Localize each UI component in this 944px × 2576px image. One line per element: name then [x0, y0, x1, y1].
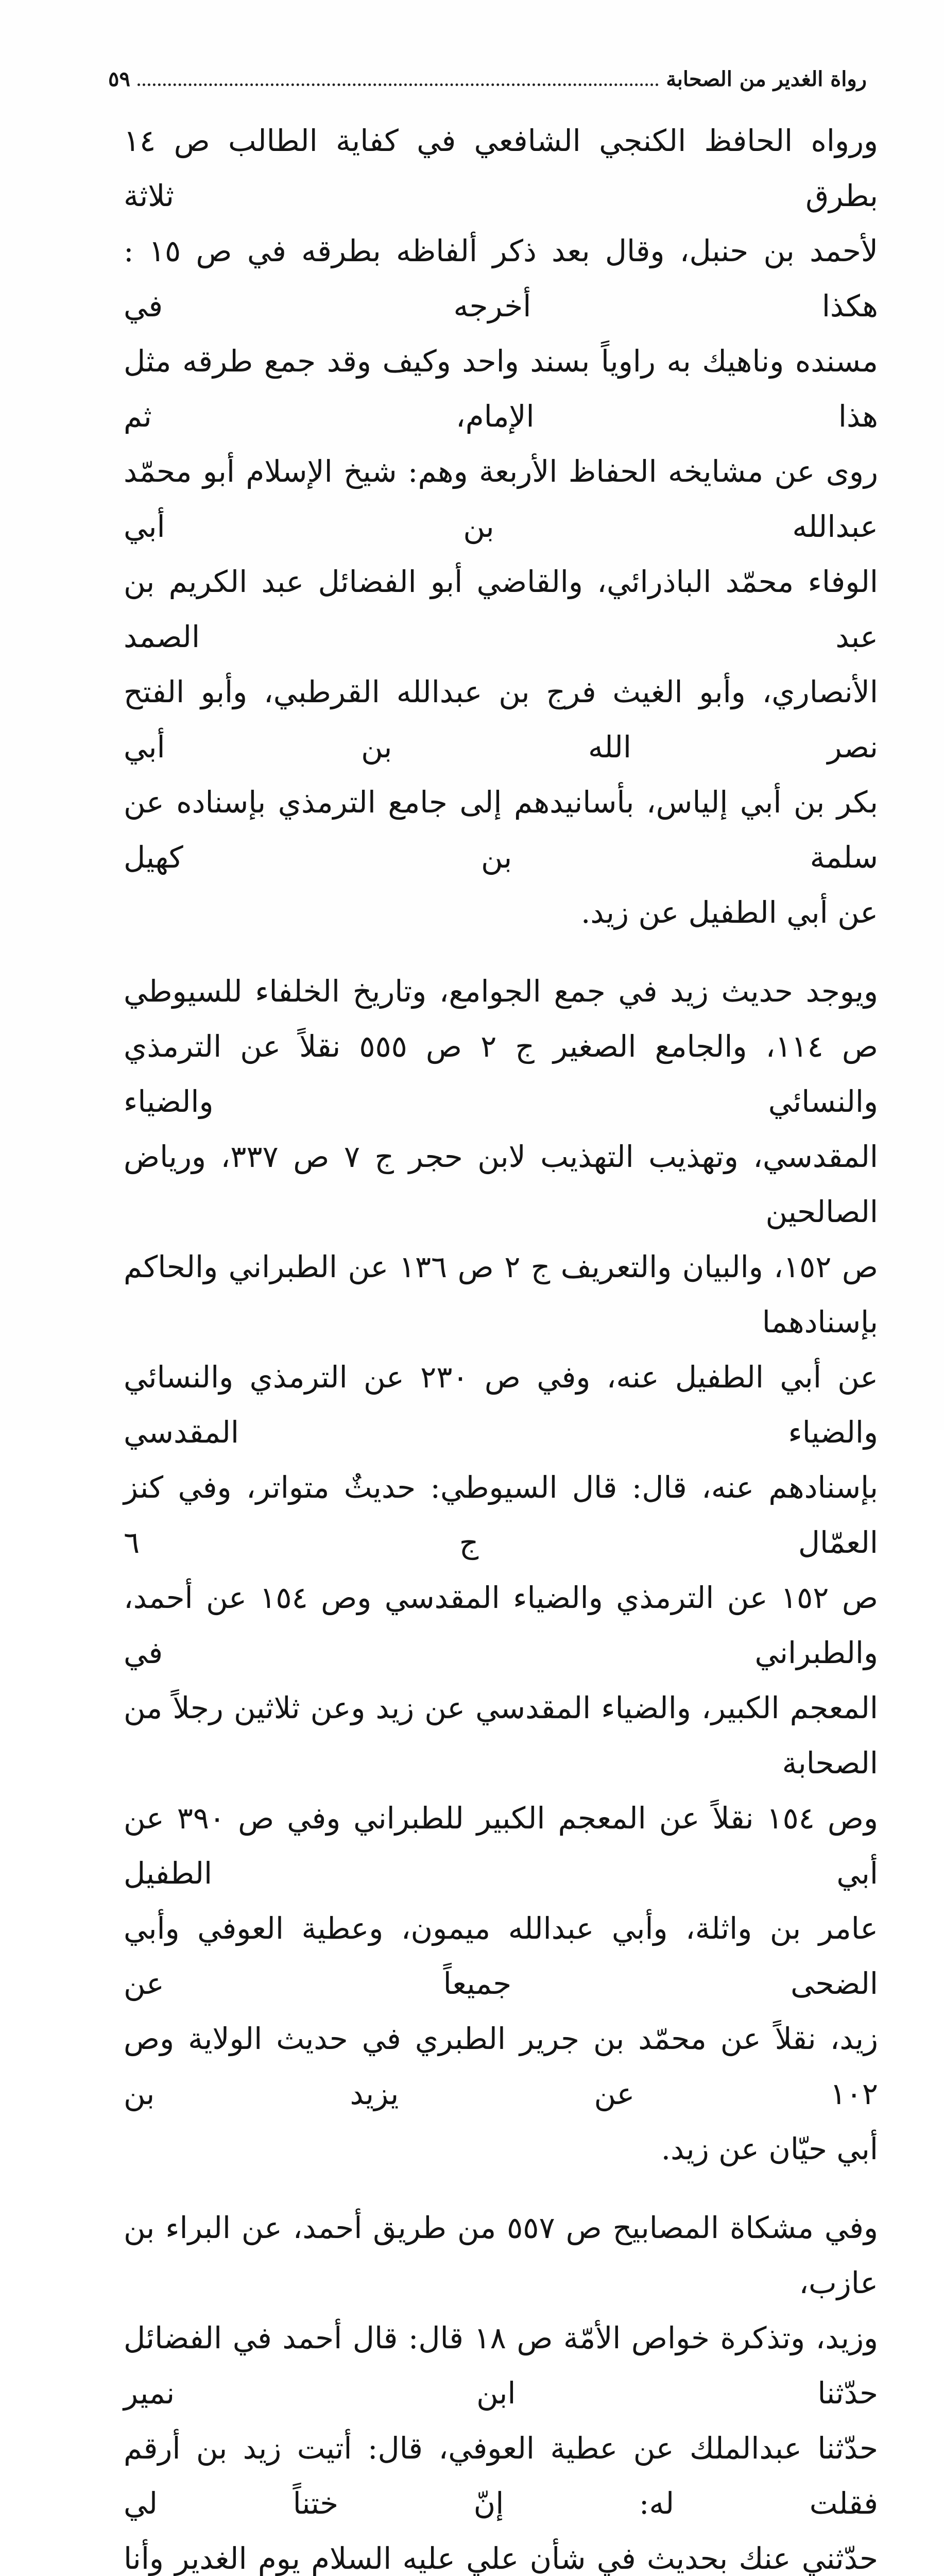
text-line: وص ١٥٤ نقلاً عن المعجم الكبير للطبراني وفي ص ٣٩٠ عن أبي الطفيل — [124, 1801, 878, 1891]
text-line: عن أبي الطفيل عنه، وفي ص ٢٣٠ عن الترمذي والنسائي والضياء المقدسي — [124, 1360, 878, 1450]
running-header — [108, 61, 867, 97]
text-line: عامر بن واثلة، وأبي عبدالله ميمون، وعطية العوفي وأبي الضحى جميعاً عن — [124, 1911, 878, 2001]
text-line: عن أبي الطفيل عن زيد. — [580, 895, 878, 930]
text-line: ص ١٥٢ عن الترمذي والضياء المقدسي وص ١٥٤ عن أحمد، والطبراني في — [124, 1580, 879, 1670]
text-line: وفي مشكاة المصابيح ص ٥٥٧ من طريق أحمد، عن البراء بن عازب، — [124, 2210, 878, 2300]
text-line: مسنده وناهيك به راوياً بسند واحد وكيف وقد جمع طرقه مثل هذا الإمام، ثم — [124, 344, 878, 434]
leader-dots — [138, 83, 659, 86]
text-line: الأنصاري، وأبو الغيث فرج بن عبدالله القرطبي، وأبو الفتح نصر الله بن أبي — [124, 674, 878, 765]
page-number: ٥٩ — [108, 66, 130, 91]
text-line: أبي حيّان عن زيد. — [661, 2131, 878, 2166]
paragraph-3 — [124, 2200, 878, 2576]
running-header-title: رواة الغدير من الصحابة — [666, 66, 867, 91]
text-line: المقدسي، وتهذيب التهذيب لابن حجر ج ٧ ص ٣٣٧، ورياض الصالحين — [124, 1139, 878, 1229]
text-line: حدّثنا عبدالملك عن عطية العوفي، قال: أتيت زيد بن أرقم فقلت له: إنّ ختناً لي — [124, 2431, 878, 2521]
text-line: ص ١٥٢، والبيان والتعريف ج ٢ ص ١٣٦ عن الطبراني والحاكم بإسنادهما — [124, 1249, 878, 1340]
text-line: حدّثني عنك بحديث في شأن علي عليه السلام يوم الغدير وأنا — [124, 2541, 878, 2576]
text-line: ويوجد حديث زيد في جمع الجوامع، وتاريخ الخلفاء للسيوطي — [124, 974, 878, 1009]
text-line: بإسنادهم عنه، قال: قال السيوطي: حديثٌ متواتر، وفي كنز العمّال ج ٦ — [124, 1470, 878, 1560]
text-line: المعجم الكبير، والضياء المقدسي عن زيد وعن ثلاثين رجلاً من الصحابة — [124, 1690, 878, 1781]
text-line: ص ١١٤، والجامع الصغير ج ٢ ص ٥٥٥ نقلاً عن الترمذي والنسائي والضياء — [124, 1029, 878, 1119]
paragraph-1 — [124, 113, 878, 940]
text-line: لأحمد بن حنبل، وقال بعد ذكر ألفاظه بطرقه في ص ١٥ : هكذا أخرجه في — [124, 233, 878, 324]
text-line: بكر بن أبي إلياس، بأسانيدهم إلى جامع الترمذي بإسناده عن سلمة بن كهيل — [124, 785, 878, 875]
text-line: زيد، نقلاً عن محمّد بن جرير الطبري في حديث الولاية وص ١٠٢ عن يزيد بن — [124, 2021, 878, 2111]
text-line: ورواه الحافظ الكنجي الشافعي في كفاية الطالب ص ١٤ بطرق ثلاثة — [124, 123, 878, 213]
body-text — [124, 113, 878, 2576]
text-line: الوفاء محمّد الباذرائي، والقاضي أبو الفضائل عبد الكريم بن عبد الصمد — [124, 564, 878, 654]
paragraph-2 — [124, 964, 878, 2177]
text-line: وزيد، وتذكرة خواص الأمّة ص ١٨ قال: قال أحمد في الفضائل حدّثنا ابن نمير — [124, 2320, 878, 2411]
text-line: روى عن مشايخه الحفاظ الأربعة وهم: شيخ الإسلام أبو محمّد عبدالله بن أبي — [124, 454, 878, 544]
